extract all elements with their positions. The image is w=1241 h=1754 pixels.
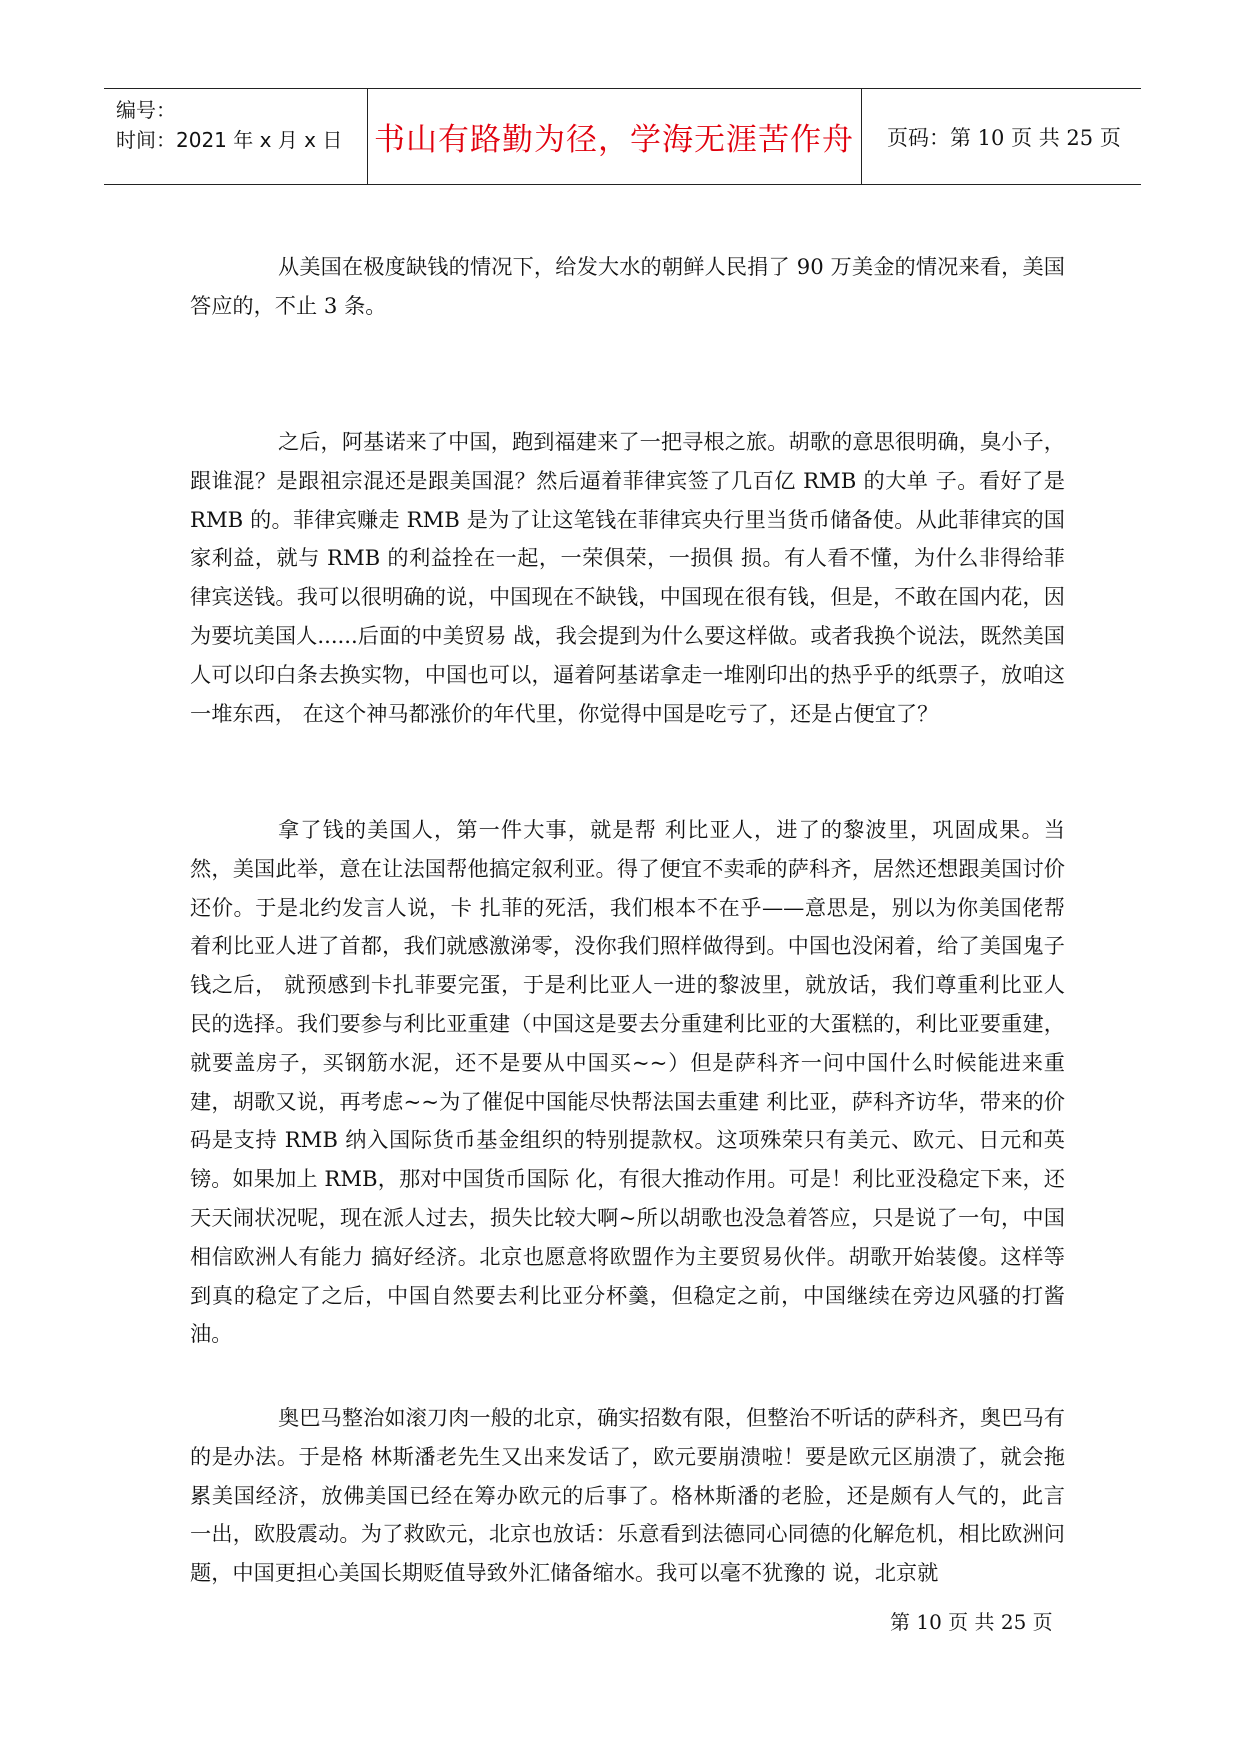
paragraph-2: 之后，阿基诺来了中国，跑到福建来了一把寻根之旅。胡歌的意思很明确，臭小子，跟谁混？是跟祖宗混还是跟美国混？然后逼着菲律宾签了几百亿 RMB 的大单 子。看好了是 RMB 的。菲律宾赚走 RMB 是为了让这笔钱在菲律宾央行里当货币储备使。从此菲律宾的国家利益，就与 RMB 的利益拴在一起，一荣俱荣，一损俱 损。有人看不懂，为什么非得给菲律宾送钱。我可以很明确的说，中国现在不缺钱，中国现在很有钱，但是，不敢在国内花，因为要坑美国人......后面的中美贸易 战，我会提到为什么要这样做。或者我换个说法，既然美国人可以印白条去换实物，中国也可以，逼着阿基诺拿走一堆刚印出的热乎乎的纸票子，放咱这一堆东西， 在这个神马都涨价的年代里，你觉得中国是吃亏了，还是占便宜了？ bbox=[190, 429, 1065, 726]
paragraph-3: 拿了钱的美国人，第一件大事，就是帮 利比亚人，进了的黎波里，巩固成果。当然，美国此举，意在让法国帮他搞定叙利亚。得了便宜不卖乖的萨科齐，居然还想跟美国讨价还价。于是北约发言人说，卡 扎菲的死活，我们根本不在乎——意思是，别以为你美国佬帮着利比亚人进了首都，我们就感激涕零，没你我们照样做得到。中国也没闲着，给了美国鬼子钱之后， 就预感到卡扎菲要完蛋，于是利比亚人一进的黎波里，就放话，我们尊重利比亚人民的选择。我们要参与利比亚重建（中国这是要去分重建利比亚的大蛋糕的，利比亚要重建，就要盖房子，买钢筋水泥，还不是要从中国买~~）但是萨科齐一问中国什么时候能进来重建，胡歌又说，再考虑~~为了催促中国能尽快帮法国去重建 利比亚，萨科齐访华，带来的价码是支持 RMB 纳入国际货币基金组织的特别提款权。这项殊荣只有美元、欧元、日元和英镑。如果加上 RMB，那对中国货币国际 化，有很大推动作用。可是！利比亚没稳定下来，还天天闹状况呢，现在派人过去，损失比较大啊~所以胡歌也没急着答应，只是说了一句，中国相信欧洲人有能力 搞好经济。北京也愿意将欧盟作为主要贸易伙伴。胡歌开始装傻。这样等到真的稳定了之后，中国自然要去利比亚分杯羹，但稳定之前，中国继续在旁边风骚的打酱 油。 bbox=[190, 817, 1065, 1347]
paragraph-4: 奥巴马整治如滚刀肉一般的北京，确实招数有限，但整治不听话的萨科齐，奥巴马有的是办法。于是格 林斯潘老先生又出来发话了，欧元要崩溃啦！要是欧元区崩溃了，就会拖累美国经济，放佛美国已经在筹办欧元的后事了。格林斯潘的老脸，还是颇有人气的，此言 一出，欧股震动。为了救欧元，北京也放话：乐意看到法德同心同德的化解危机，相比欧洲问题，中国更担心美国长期贬值导致外汇储备缩水。我可以毫不犹豫的 说，北京就 bbox=[190, 1405, 1065, 1586]
paragraph-1: 从美国在极度缺钱的情况下，给发大水的朝鲜人民捐了 90 万美金的情况来看，美国答应的，不止 3 条。 bbox=[190, 254, 1065, 318]
date-label: 时间：2021 年 x 月 x 日 bbox=[116, 128, 343, 152]
header-motto: 书山有路勤为径，学海无涯苦作舟 bbox=[374, 122, 854, 158]
header-meta bbox=[116, 95, 364, 155]
header-divider-right bbox=[861, 89, 862, 184]
header-divider-left bbox=[367, 89, 368, 184]
page-footer: 第 10 页 共 25 页 bbox=[890, 1610, 1053, 1634]
page-header bbox=[104, 88, 1141, 185]
document-number-label: 编号： bbox=[116, 98, 176, 122]
header-page-number: 页码：第 10 页 共 25 页 bbox=[887, 125, 1121, 150]
